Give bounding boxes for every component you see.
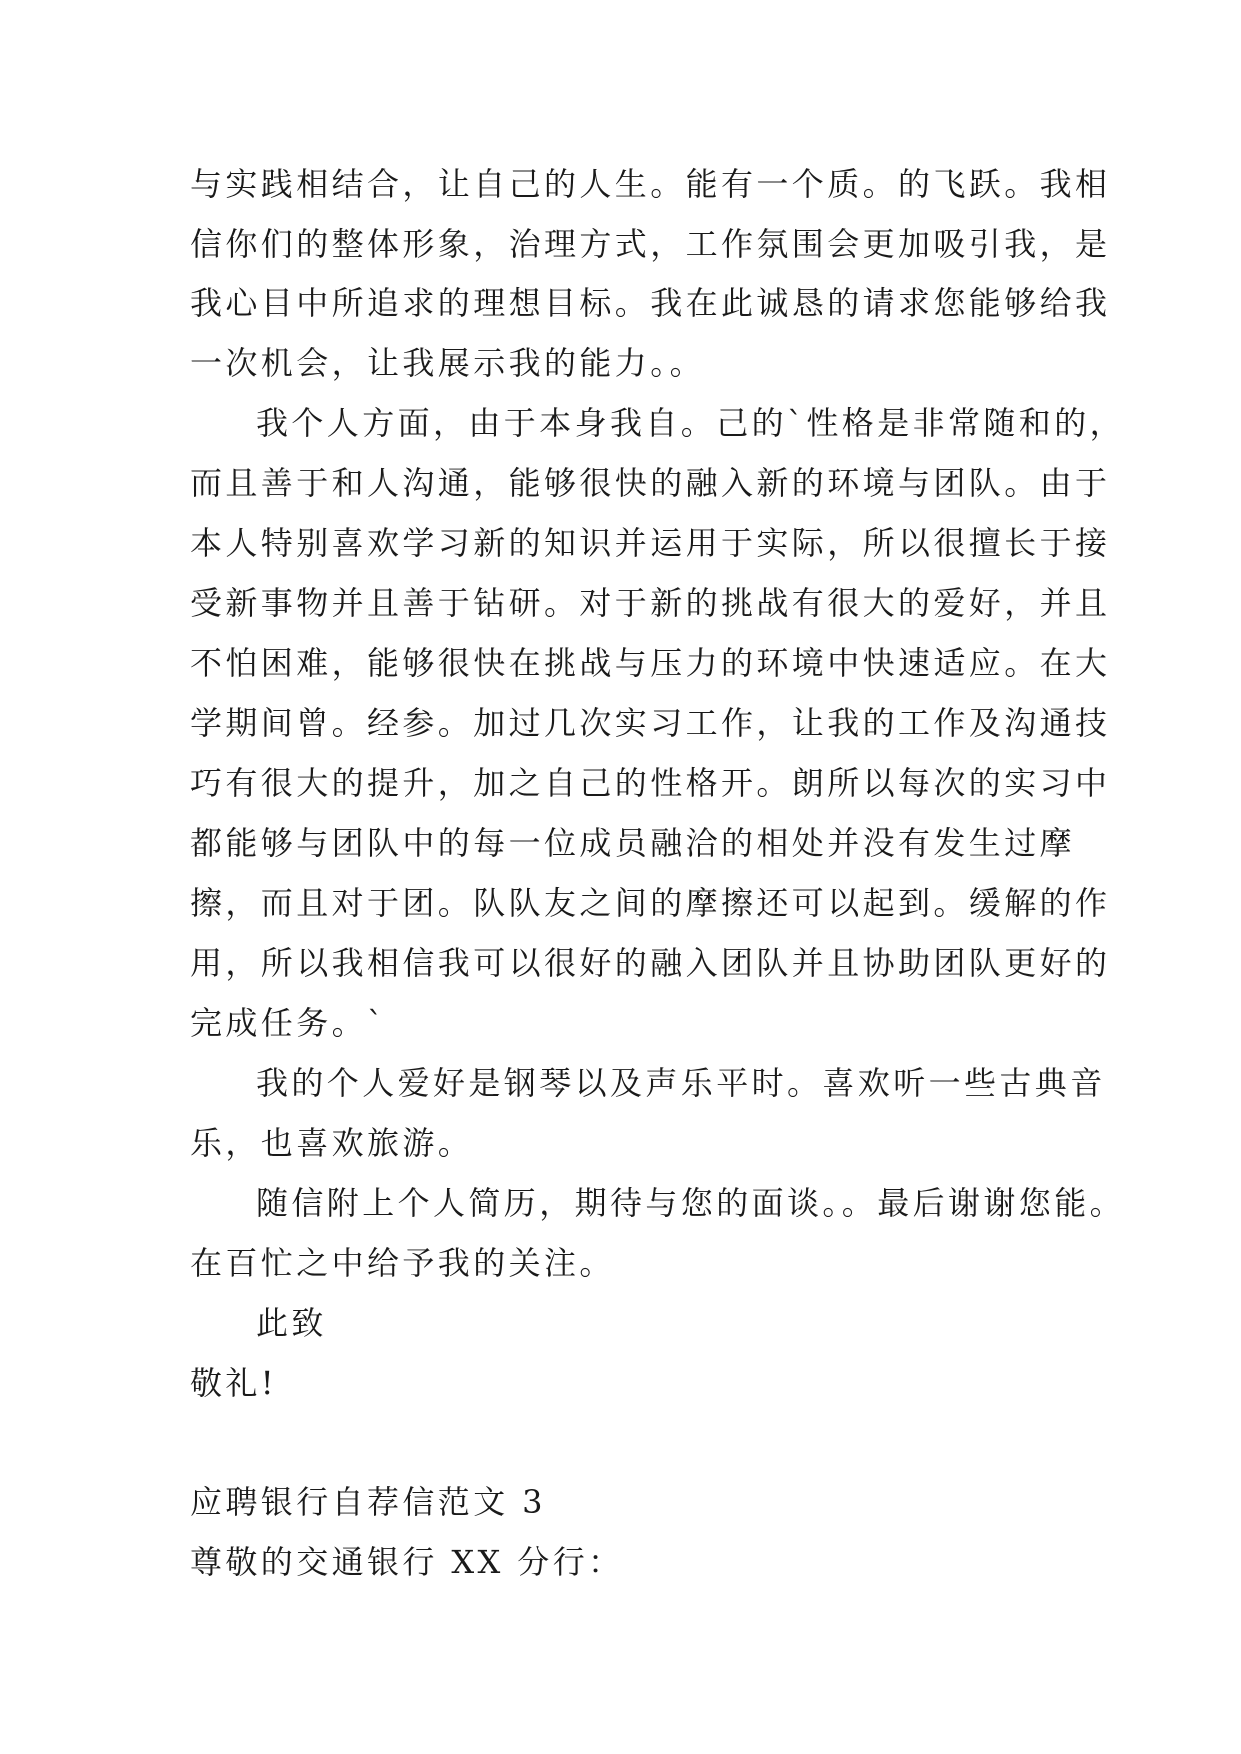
paragraph-line: 学期间曾。经参。加过几次实习工作，让我的工作及沟通技 — [190, 704, 1111, 742]
paragraph-line: 我的个人爱好是钢琴以及声乐平时。喜欢听一些古典音 — [256, 1064, 1106, 1102]
paragraph-line: 而且善于和人沟通，能够很快的融入新的环境与团队。由于 — [190, 464, 1111, 502]
paragraph-line: 完成任务。` — [190, 1004, 387, 1042]
paragraph-line: 不怕困难，能够很快在挑战与压力的环境中快速适应。在大 — [190, 644, 1111, 682]
paragraph-line: 受新事物并且善于钻研。对于新的挑战有很大的爱好，并且 — [190, 584, 1111, 622]
paragraph-line: 信你们的整体形象，治理方式，工作氛围会更加吸引我，是 — [190, 225, 1111, 263]
paragraph-line: 一次机会，让我展示我的能力。。 — [190, 344, 706, 382]
closing-line: 此致 — [256, 1304, 327, 1342]
paragraph-line: 与实践相结合，让自己的人生。能有一个质。的飞跃。我相 — [190, 165, 1111, 203]
section-title: 应聘银行自荐信范文 3 — [190, 1483, 546, 1521]
paragraph-line: 巧有很大的提升，加之自己的性格开。朗所以每次的实习中 — [190, 764, 1111, 802]
paragraph-line: 乐，也喜欢旅游。 — [190, 1124, 474, 1162]
paragraph-line: 随信附上个人简历，期待与您的面谈。。最后谢谢您能。 — [256, 1184, 1126, 1222]
paragraph-line: 用，所以我相信我可以很好的融入团队并且协助团队更好的 — [190, 944, 1111, 982]
paragraph-line: 都能够与团队中的每一位成员融洽的相处并没有发生过摩 — [190, 824, 1076, 862]
greeting-line: 尊敬的交通银行 XX 分行： — [190, 1543, 624, 1581]
paragraph-line: 我心目中所追求的理想目标。我在此诚恳的请求您能够给我 — [190, 284, 1111, 322]
paragraph-line: 擦，而且对于团。队队友之间的摩擦还可以起到。缓解的作 — [190, 884, 1111, 922]
salutation-line: 敬礼! — [190, 1364, 278, 1402]
paragraph-line: 在百忙之中给予我的关注。 — [190, 1244, 615, 1282]
paragraph-line: 我个人方面，由于本身我自。己的`性格是非常随和的， — [256, 404, 1126, 442]
paragraph-line: 本人特别喜欢学习新的知识并运用于实际，所以很擅长于接 — [190, 524, 1111, 562]
